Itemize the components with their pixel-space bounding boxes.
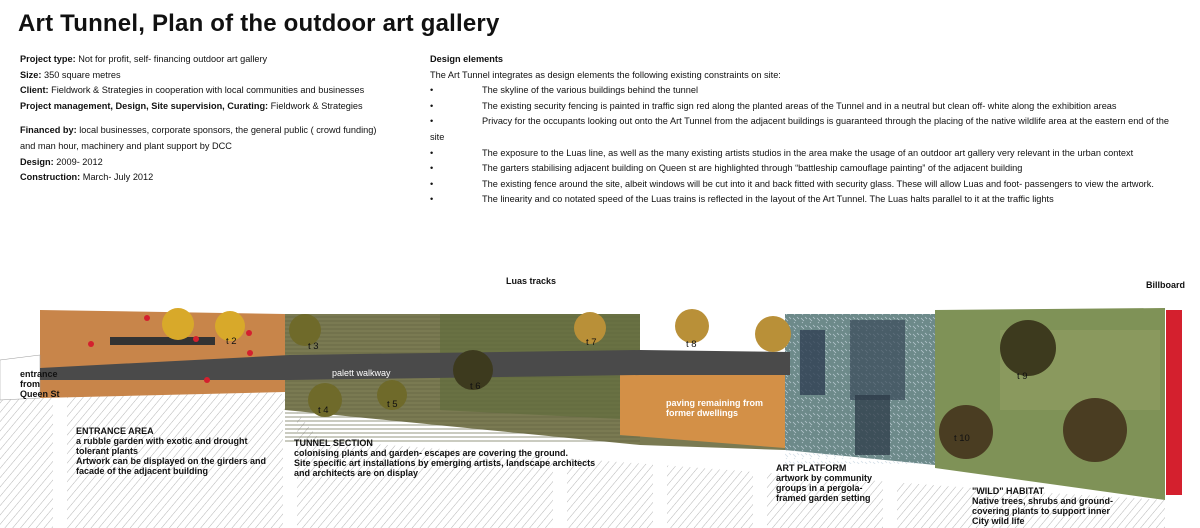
design-item: • The garters stabilising adjacent building on Queen st are highlighted through “battleship camouflage painting” of the adjacent building xyxy=(430,163,1023,174)
financed-line: Financed by: local businesses, corporate sponsors, the general public ( crowd funding) xyxy=(20,125,377,136)
tree-icon xyxy=(755,316,791,352)
luas-tracks-label: Luas tracks xyxy=(506,276,557,286)
billboard-label: Billboard xyxy=(1146,280,1186,290)
tree-label: t 8 xyxy=(686,339,697,350)
design-item: • The existing fence around the site, albeit windows will be cut into it and back fitted with security glass. These will allow Luas and foot- passengers to view the artwork. xyxy=(430,178,1154,189)
art-platform-label: ART PLATFORM artwork by community groups in a pergola- framed garden setting xyxy=(776,463,873,503)
tree-icon xyxy=(675,309,709,343)
tree-label: t 3 xyxy=(308,341,319,352)
design-item-wrap: site xyxy=(430,131,445,142)
design-elements-heading: Design elements xyxy=(430,54,504,64)
tree-label: t 2 xyxy=(226,336,237,347)
tree-icon xyxy=(1000,320,1056,376)
design-item: • The skyline of the various buildings behind the tunnel xyxy=(430,85,699,96)
design-item: • Privacy for the occupants looking out onto the Art Tunnel from the adjacent buildings is guaranteed through the placing of the native wildlife area at the eastern end of the xyxy=(430,116,1169,127)
paving-label: paving xyxy=(708,312,735,322)
entrance-label: entrance from Queen St xyxy=(20,369,60,399)
tree-label: t 4 xyxy=(318,405,329,416)
tunnel-section-label: TUNNEL SECTION colonising plants and garden- escapes are covering the ground. Site specific art installations by emerging artists, landscape architects and architects are on display xyxy=(294,438,596,478)
construction-line: Construction: March- July 2012 xyxy=(20,172,154,183)
tree-label: t 5 xyxy=(387,399,398,410)
wild-habitat-label: "WILD" HABITAT Native trees, shrubs and ground- covering plants to support inner City wild life xyxy=(972,486,1114,526)
paving-remaining-label: paving remaining from former dwellings xyxy=(666,398,764,418)
design-item: • The exposure to the Luas line, as well as the many existing artists studios in the area make the usage of an outdoor art gallery very relevant in the urban context xyxy=(430,147,1134,158)
design-elements xyxy=(430,52,1200,208)
palett-walkway-label: palett walkway xyxy=(332,368,391,378)
tree-icon xyxy=(162,308,194,340)
management-line: Project management, Design, Site supervision, Curating: Fieldwork & Strategies xyxy=(20,100,363,111)
entrance-area-label: ENTRANCE AREA a rubble garden with exotic and drought tolerant plants Artwork can be displayed on the girders and facade of the adjacent building xyxy=(76,426,267,476)
client-line: Client: Fieldwork & Strategies in cooperation with local communities and businesses xyxy=(20,85,365,96)
page-title: Art Tunnel, Plan of the outdoor art gallery xyxy=(18,10,500,37)
size-line: Size: 350 square metres xyxy=(20,69,121,80)
design-elements-intro: The Art Tunnel integrates as design elements the following existing constraints on site: xyxy=(430,69,781,80)
design-line: Design: 2009- 2012 xyxy=(20,156,103,167)
project-info xyxy=(20,52,410,186)
tree-label: t 6 xyxy=(470,381,481,392)
tree-label: t 9 xyxy=(1017,371,1028,382)
support-line: and man hour, machinery and plant support by DCC xyxy=(20,140,232,151)
tree-label: t 7 xyxy=(586,337,597,348)
billboard-bar xyxy=(1166,310,1182,495)
project-type-line: Project type: Not for profit, self- financing outdoor art gallery xyxy=(20,54,268,64)
tree-icon xyxy=(939,405,993,459)
tree-icon xyxy=(1063,398,1127,462)
design-item: • The linearity and co notated speed of the Luas trains is reflected in the layout of the Art Tunnel. The Luas halts parallel to it at the traffic lights xyxy=(430,194,1054,205)
design-item: • The existing security fencing is painted in traffic sign red along the planted areas of the Tunnel and in a neutral but clean off- white along the exhibition areas xyxy=(430,100,1117,111)
tree-label: t 10 xyxy=(954,433,970,444)
